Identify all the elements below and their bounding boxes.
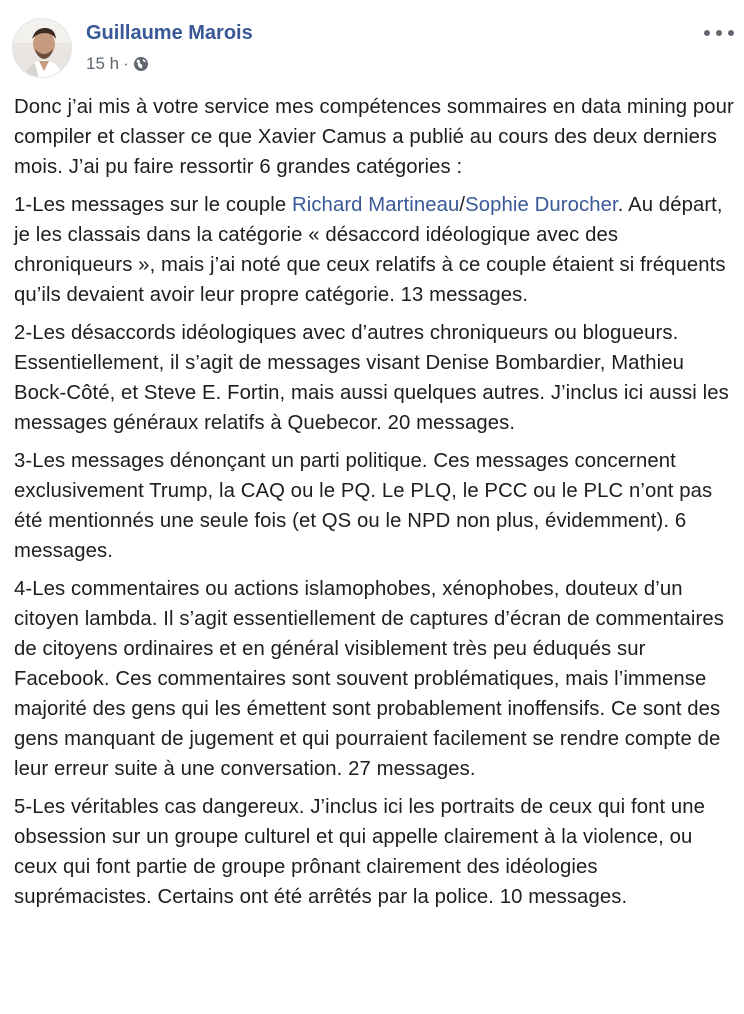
author-name[interactable]: Guillaume Marois — [86, 22, 253, 44]
paragraph-text: 1-Les messages sur le couple — [14, 194, 292, 216]
meta-separator: · — [123, 54, 129, 73]
mention-link[interactable]: Sophie Durocher — [465, 194, 618, 216]
post-paragraph: 5-Les véritables cas dangereux. J’inclus ici les portraits de ceux qui font une obsession sur un groupe culturel et qui appelle clairement à la violence, ou ceux qui font partie de groupe prônant clairement des idéologies suprémacistes. Certains ont été arrêtés par la police. 10 messages. — [14, 796, 706, 908]
ellipsis-icon — [716, 30, 722, 36]
post-paragraph — [14, 190, 734, 310]
paragraph-text: / — [459, 194, 466, 216]
post-paragraph: 4-Les commentaires ou actions islamophobes, xénophobes, douteux d’un citoyen lambda. Il s’agit essentiellement de captures d’écran de commentaires de citoyens ordinaires et en général visiblement très peu éduqués sur Facebook. Ces commentaires sont souvent problématiques, mais l’immense majorité des gens qui les émettent sont probablement inoffensifs. Ce sont des gens manquant de jugement et qui pourraient facilement se rendre compte de leur erreur suite à une conversation. 27 messages. — [14, 578, 725, 780]
post-paragraph: 2-Les désaccords idéologiques avec d’autres chroniqueurs ou blogueurs. Essentiellement, il s’agit de messages visant Denise Bombardier, Mathieu Bock-Côté, et Steve E. Fortin, mais aussi quelques autres. J’inclus ici aussi les messages généraux relatifs à Quebecor. 20 messages. — [14, 322, 729, 434]
more-options-button[interactable] — [704, 24, 734, 42]
mention-link[interactable]: Richard Martineau — [291, 194, 460, 216]
post-header — [12, 12, 744, 82]
paragraph-text: . Au départ, je les classais dans la catégorie « désaccord idéologique avec des chroniqueurs », mais j’ai noté que ceux relatifs à ce couple étaient si fréquents qu’ils devaient avoir leur propre catégorie. 13 messages. — [14, 194, 726, 306]
ellipsis-icon — [704, 30, 710, 36]
avatar-photo — [13, 19, 72, 78]
post-text — [14, 92, 734, 920]
ellipsis-icon — [728, 30, 734, 36]
post-paragraph: 3-Les messages dénonçant un parti politique. Ces messages concernent exclusivement Trump, la CAQ ou le PQ. Le PLQ, le PCC ou le PLC n’ont pas été mentionnés une seule fois (et QS ou le NPD non plus, évidemment). 6 messages. — [14, 450, 713, 562]
post-paragraph: Donc j’ai mis à votre service mes compétences sommaires en data mining pour compiler et classer ce que Xavier Camus a publié au cours des deux derniers mois. J’ai pu faire ressortir 6 grandes catégories : — [14, 96, 734, 178]
post-timestamp[interactable]: 15 h — [86, 54, 120, 73]
author-avatar[interactable] — [12, 18, 72, 78]
globe-icon[interactable] — [133, 56, 149, 72]
post-meta — [86, 53, 149, 75]
